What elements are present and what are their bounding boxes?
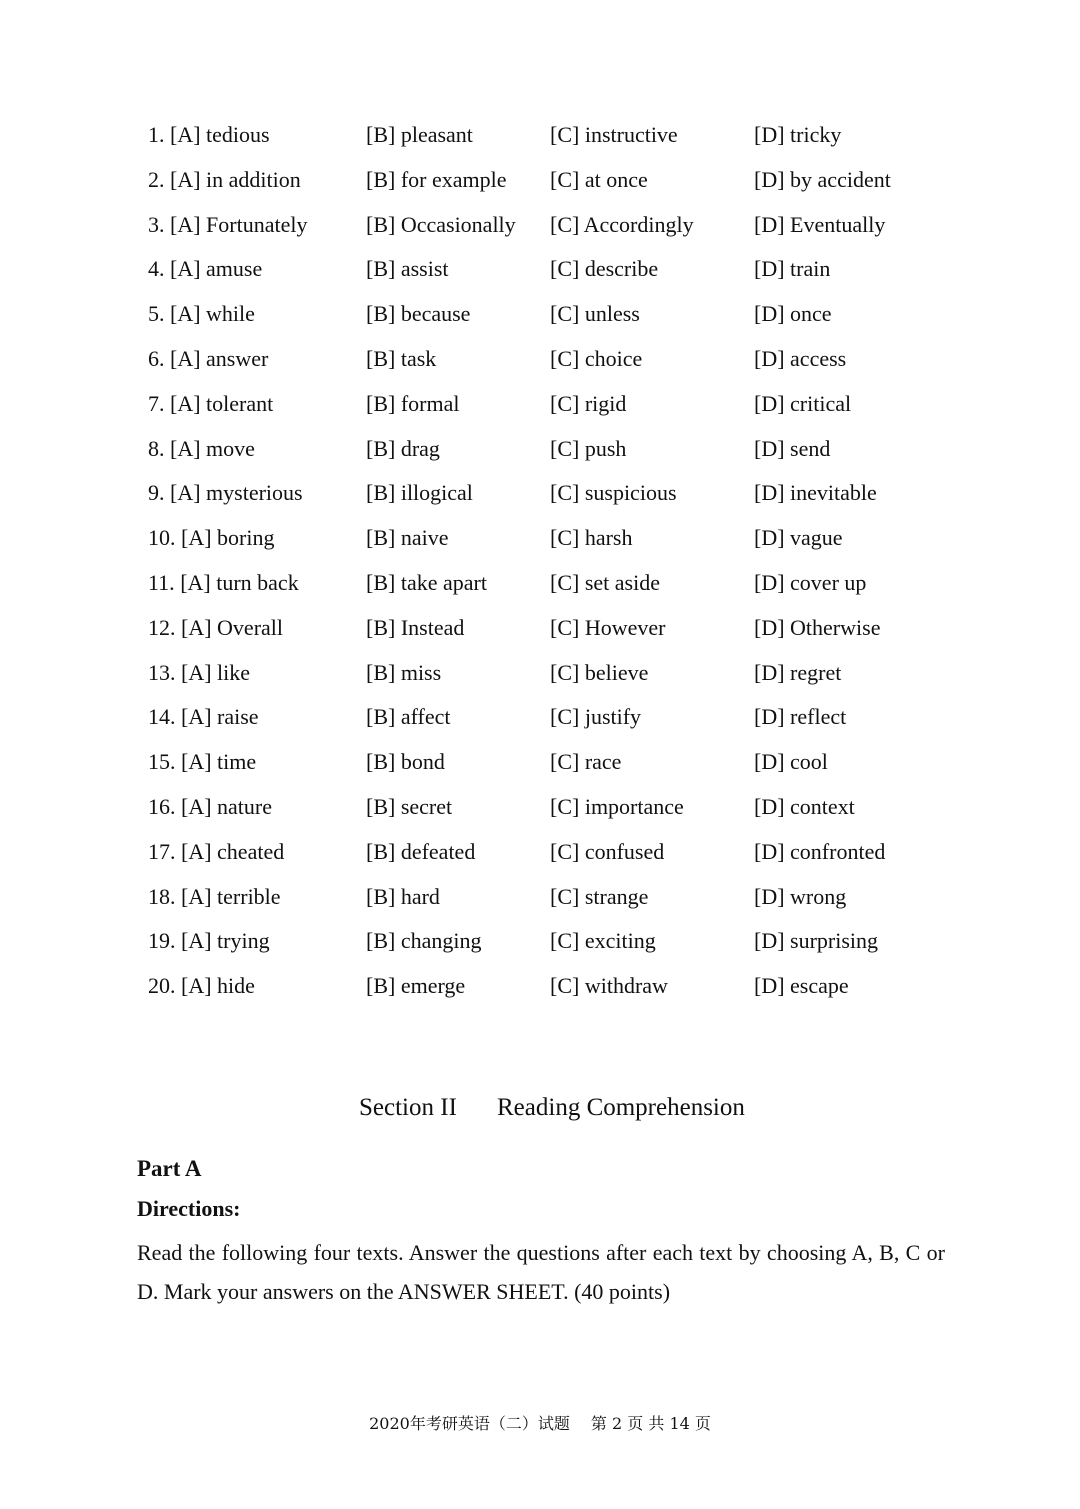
question-number: 20. [148,973,176,999]
question-option-a: [A] turn back [180,569,299,595]
question-number: 3. [148,211,165,237]
question-row [0,884,1080,929]
question-option-d: [D] train [754,256,831,282]
question-option-d: [D] confronted [754,838,886,864]
question-option-d: [D] access [754,345,847,371]
question-option-b: [B] affect [366,704,451,730]
question-option-c: [C] at once [550,166,648,192]
question-option-d: [D] context [754,793,855,819]
question-option-b: [B] defeated [366,838,476,864]
question-option-c: [C] set aside [550,569,660,595]
question-option-c: [C] harsh [550,525,633,551]
question-number: 8. [148,435,165,461]
question-option-d: [D] send [754,435,831,461]
question-number-and-option-a [148,436,255,462]
question-option-b: [B] task [366,345,437,371]
question-option-b: [B] emerge [366,973,466,999]
question-option-d: [D] Eventually [754,211,886,237]
question-option-b: [B] assist [366,256,449,282]
question-row [0,660,1080,705]
question-number-and-option-a [148,973,255,999]
question-option-d: [D] Otherwise [754,614,881,640]
question-option-a: [A] in addition [170,166,301,192]
question-option-a: [A] terrible [181,883,281,909]
question-number-and-option-a [148,749,256,775]
question-number-and-option-a [148,570,299,596]
question-option-a: [A] boring [181,525,275,551]
question-row [0,615,1080,660]
question-number-and-option-a [148,704,259,730]
question-list [0,122,1080,1018]
question-option-c: [C] believe [550,659,649,685]
question-option-d: [D] critical [754,390,852,416]
question-option-b: [B] bond [366,749,445,775]
question-option-a: [A] tolerant [170,390,274,416]
question-option-a: [A] nature [181,793,273,819]
question-row [0,256,1080,301]
question-row [0,704,1080,749]
question-option-a: [A] raise [181,704,259,730]
part-heading: Part A [137,1156,202,1181]
question-number: 19. [148,928,176,954]
question-option-d: [D] by accident [754,166,891,192]
question-option-a: [A] Overall [181,614,284,640]
question-row [0,973,1080,1018]
question-number: 9. [148,480,165,506]
question-number: 18. [148,883,176,909]
question-option-b: [B] illogical [366,480,473,506]
question-number: 17. [148,838,176,864]
question-option-a: [A] mysterious [170,480,303,506]
question-option-a: [A] cheated [181,838,285,864]
question-row [0,749,1080,794]
question-option-c: [C] strange [550,883,649,909]
question-row [0,570,1080,615]
question-option-d: [D] cover up [754,569,867,595]
question-option-b: [B] secret [366,793,453,819]
question-option-a: [A] move [170,435,255,461]
question-row [0,391,1080,436]
question-row [0,122,1080,167]
question-option-a: [A] tedious [170,122,270,147]
question-number-and-option-a [148,660,250,686]
question-option-a: [A] answer [170,345,269,371]
question-number-and-option-a [148,839,284,865]
question-option-c: [C] choice [550,345,643,371]
question-option-c: [C] Accordingly [550,211,694,237]
question-row [0,346,1080,391]
question-option-c: [C] exciting [550,928,656,954]
question-option-a: [A] like [181,659,251,685]
question-number: 7. [148,390,165,416]
question-number: 12. [148,614,176,640]
question-number: 6. [148,345,165,371]
question-option-b: [B] miss [366,659,442,685]
question-option-c: [C] rigid [550,390,627,416]
question-option-a: [A] trying [181,928,270,954]
question-number-and-option-a [148,301,255,327]
question-option-d: [D] tricky [754,122,842,147]
question-option-b: [B] hard [366,883,440,909]
question-option-b: [B] because [366,301,471,327]
question-option-a: [A] time [181,749,257,775]
question-option-d: [D] vague [754,525,843,551]
question-option-b: [B] formal [366,390,460,416]
question-option-b: [B] pleasant [366,122,473,147]
question-number-and-option-a [148,212,307,238]
question-option-b: [B] take apart [366,569,487,595]
directions-label: Directions: [137,1196,241,1221]
directions-text: Read the following four texts. Answer the questions after each text by choosing A, B, C or D. Mark your answers on the ANSWER SHEET. (40 points) [137,1240,945,1304]
question-row [0,301,1080,346]
question-number-and-option-a [148,794,272,820]
question-option-d: [D] regret [754,659,842,685]
question-number: 1. [148,122,165,147]
question-option-a: [A] amuse [170,256,263,282]
question-option-c: [C] instructive [550,122,678,147]
question-option-c: [C] race [550,749,622,775]
question-option-c: [C] suspicious [550,480,677,506]
question-option-d: [D] wrong [754,883,847,909]
question-row [0,436,1080,481]
question-number: 2. [148,166,165,192]
question-number: 5. [148,301,165,327]
question-number-and-option-a [148,615,283,641]
question-number: 15. [148,749,176,775]
question-option-d: [D] escape [754,973,849,999]
page-footer: 2020年考研英语（二）试题 第 2 页 共 14 页 [369,1414,711,1433]
question-option-b: [B] Instead [366,614,465,640]
question-row [0,167,1080,212]
question-option-c: [C] justify [550,704,642,730]
question-option-c: [C] describe [550,256,659,282]
question-number: 11. [148,569,175,595]
question-row [0,928,1080,973]
question-row [0,794,1080,839]
question-row [0,212,1080,257]
question-option-d: [D] surprising [754,928,879,954]
question-number: 16. [148,793,176,819]
question-number: 10. [148,525,176,551]
question-option-c: [C] confused [550,838,665,864]
question-number: 4. [148,256,165,282]
question-number-and-option-a [148,928,270,954]
question-option-c: [C] However [550,614,666,640]
question-option-b: [B] changing [366,928,482,954]
question-number-and-option-a [148,525,274,551]
question-option-d: [D] inevitable [754,480,877,506]
question-row [0,839,1080,884]
question-option-b: [B] drag [366,435,440,461]
question-option-b: [B] naive [366,525,449,551]
question-number-and-option-a [148,480,303,506]
question-number-and-option-a [148,167,301,193]
section-name: Reading Comprehension [497,1094,745,1121]
question-option-a: [A] Fortunately [170,211,308,237]
question-option-c: [C] importance [550,793,684,819]
question-option-c: [C] withdraw [550,973,668,999]
question-number-and-option-a [148,884,281,910]
question-row [0,525,1080,570]
question-option-d: [D] cool [754,749,828,775]
question-option-a: [A] while [170,301,255,327]
question-option-b: [B] for example [366,166,507,192]
question-number-and-option-a [148,122,270,148]
section-number: Section II [359,1094,457,1121]
question-number-and-option-a [148,391,273,417]
question-option-c: [C] unless [550,301,640,327]
question-number: 13. [148,659,176,685]
question-option-d: [D] once [754,301,832,327]
question-option-a: [A] hide [181,973,255,999]
question-option-c: [C] push [550,435,627,461]
question-number: 14. [148,704,176,730]
question-option-b: [B] Occasionally [366,211,516,237]
question-row [0,480,1080,525]
question-option-d: [D] reflect [754,704,847,730]
question-number-and-option-a [148,346,268,372]
question-number-and-option-a [148,256,262,282]
